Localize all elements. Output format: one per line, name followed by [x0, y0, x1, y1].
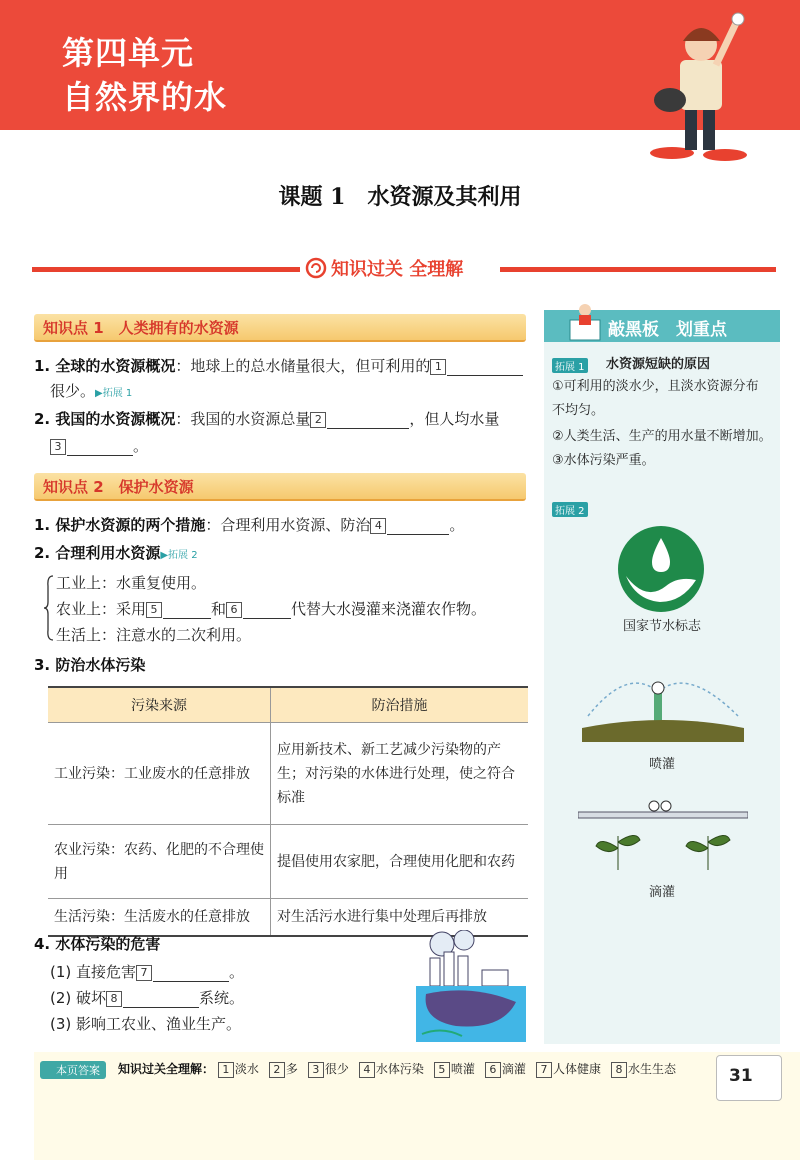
kp2-item1-text: ：合理利用水资源、防治 — [205, 516, 371, 534]
section-rule-right — [500, 267, 776, 272]
ext2-tag: 拓展 2 — [552, 502, 588, 517]
answer-text: 很少 — [324, 1062, 349, 1076]
kp2-item1 — [34, 515, 464, 535]
kp2-item1-label: 1. 保护水资源的两个措施 — [34, 516, 206, 534]
answer-text: 水生生态 — [627, 1062, 676, 1076]
kp1-title: 知识点 1 人类拥有的水资源 — [43, 319, 239, 337]
item4-a-end: 。 — [229, 963, 245, 981]
kp2-item1-end: 。 — [449, 516, 465, 534]
mascot-illustration — [640, 5, 760, 165]
table-cell: 应用新技术、新工艺减少污染物的产生；对污染的水体进行处理，使之符合标准 — [271, 723, 529, 825]
drip-caption: 滴灌 — [648, 885, 675, 900]
kp2-item2 — [34, 543, 198, 566]
section-header — [305, 253, 500, 283]
blank-number-2: 2 — [310, 412, 326, 428]
answer-text: 喷灌 — [450, 1062, 475, 1076]
item4-b-end: 系统。 — [199, 989, 245, 1007]
agri-text-c: 代替大水漫灌来浇灌农作物。 — [291, 600, 487, 618]
kp1-item1-cont — [50, 381, 132, 404]
kp1-item2 — [34, 409, 499, 429]
ext1-line4: ③水体污染严重。 — [552, 453, 655, 468]
kp2-title: 知识点 2 保护水资源 — [43, 478, 194, 496]
sidebar-header — [544, 310, 780, 342]
item4-b — [50, 988, 244, 1008]
water-pollution-illustration — [412, 930, 530, 1044]
kp2-title-bar — [34, 473, 526, 501]
table-header-measures: 防治措施 — [271, 687, 529, 723]
table-cell: 生活污染：生活废水的任意排放 — [48, 899, 271, 937]
page-number-box — [716, 1055, 782, 1101]
answer-text: 水体污染 — [375, 1062, 424, 1076]
ext1-title: 水资源短缺的原因 — [606, 357, 711, 372]
item4-b-text: (2) 破坏 — [50, 989, 107, 1007]
item4-label: 4. 水体污染的危害 — [34, 935, 161, 953]
kp1-title-bar — [34, 314, 526, 342]
answer-label: 知识过关全理解： — [118, 1062, 215, 1076]
pollution-table — [48, 686, 528, 937]
kp1-item1-text: ：地球上的总水储量很大，但可利用的 — [175, 357, 431, 375]
table-cell: 对生活污水进行集中处理后再排放 — [271, 899, 529, 937]
answer-blank-1[interactable] — [447, 360, 523, 376]
agri-text-b: 和 — [211, 600, 227, 618]
table-cell: 提倡使用农家肥，合理使用化肥和农药 — [271, 825, 529, 899]
kp1-item2-label: 2. 我国的水资源概况 — [34, 410, 176, 428]
blank-number-3: 3 — [50, 439, 66, 455]
item4-a-text: (1) 直接危害 — [50, 963, 137, 981]
answer-text: 滴灌 — [501, 1062, 526, 1076]
table-header-row — [48, 687, 528, 723]
kp1-item2-text: ：我国的水资源总量 — [175, 410, 311, 428]
extension-link-1[interactable]: ▶拓展 1 — [95, 388, 133, 399]
spray-caption: 喷灌 — [648, 757, 675, 772]
table-row — [48, 723, 528, 825]
ext1-line2: 不均匀。 — [552, 403, 605, 418]
ext1-tag: 拓展 1 — [552, 358, 588, 373]
answer-item — [359, 1062, 424, 1076]
kp2-item2-label: 2. 合理利用水资源 — [34, 544, 161, 562]
answer-number: 3 — [308, 1062, 324, 1078]
unit-title: 自然界的水 — [62, 78, 228, 116]
ext1-line3: ②人类生活、生产的用水量不断增加。 — [552, 429, 772, 444]
brace-icon — [44, 574, 54, 642]
ext1-line1: ①可利用的淡水少，且淡水资源分布 — [552, 379, 759, 394]
answer-item — [308, 1062, 349, 1076]
answer-text: 淡水 — [234, 1062, 259, 1076]
kp1-item2-end: 。 — [133, 437, 149, 455]
logo-caption: 国家节水标志 — [622, 619, 701, 634]
answer-blank-5[interactable] — [163, 603, 211, 619]
table-header-source: 污染来源 — [48, 687, 271, 723]
answer-blank-8[interactable] — [123, 992, 199, 1008]
table-cell: 农业污染：农药、化肥的不合理使用 — [48, 825, 271, 899]
answer-item — [269, 1062, 298, 1076]
table-cell: 工业污染：工业废水的任意排放 — [48, 723, 271, 825]
answer-number: 2 — [269, 1062, 285, 1078]
unit-number: 第四单元 — [62, 34, 195, 72]
kp2-life: 生活上：注意水的二次利用。 — [56, 626, 252, 644]
answer-blank-4[interactable] — [387, 519, 449, 535]
kp2-industry: 工业上：水重复使用。 — [56, 574, 207, 592]
blank-number-6: 6 — [226, 602, 242, 618]
kp1-item2-cont — [50, 436, 148, 456]
blank-number-5: 5 — [146, 602, 162, 618]
blank-number-4: 4 — [370, 518, 386, 534]
answer-blank-2[interactable] — [327, 413, 409, 429]
page-number: 31 — [729, 1066, 753, 1086]
answer-number: 1 — [218, 1062, 234, 1078]
blank-number-7: 7 — [136, 965, 152, 981]
swirl-icon — [305, 257, 327, 279]
drip-irrigation-illustration — [578, 796, 748, 872]
answer-line — [118, 1060, 686, 1078]
answer-number: 6 — [485, 1062, 501, 1078]
answer-text: 人体健康 — [552, 1062, 601, 1076]
kp1-item1-label: 1. 全球的水资源概况 — [34, 357, 176, 375]
blank-number-1: 1 — [430, 359, 446, 375]
answer-item — [218, 1062, 259, 1076]
section-header-text: 知识过关 全理解 — [331, 259, 464, 280]
answer-number: 4 — [359, 1062, 375, 1078]
answer-item — [485, 1062, 526, 1076]
sidebar-panel — [544, 310, 780, 1044]
answer-item — [611, 1062, 676, 1076]
answer-number: 5 — [434, 1062, 450, 1078]
kp2-item3-label: 3. 防治水体污染 — [34, 656, 146, 674]
water-saving-logo — [616, 524, 706, 614]
sidebar-title: 敲黑板 划重点 — [608, 320, 727, 340]
table-row — [48, 825, 528, 899]
agri-text-a: 农业上：采用 — [56, 600, 147, 618]
section-rule-left — [32, 267, 300, 272]
spray-irrigation-illustration — [578, 672, 748, 744]
extension-link-2[interactable]: ▶拓展 2 — [160, 550, 198, 561]
answer-text: 多 — [285, 1062, 298, 1076]
kp1-item1 — [34, 356, 523, 376]
answer-item — [536, 1062, 601, 1076]
teacher-icon — [566, 302, 604, 342]
answer-blank-3[interactable] — [67, 440, 133, 456]
item4-c: (3) 影响工农业、渔业生产。 — [50, 1015, 242, 1033]
answer-blank-6[interactable] — [243, 603, 291, 619]
lesson-title: 课题 1 水资源及其利用 — [278, 184, 522, 210]
kp1-item1-end: 很少。 — [50, 382, 96, 400]
answer-number: 8 — [611, 1062, 627, 1078]
blank-number-8: 8 — [106, 991, 122, 1007]
kp2-agriculture — [56, 599, 486, 619]
answer-number: 7 — [536, 1062, 552, 1078]
item4-a — [50, 962, 244, 982]
answer-item — [434, 1062, 475, 1076]
kp1-item2-mid: ，但人均水量 — [409, 410, 500, 428]
answer-tag: 本页答案 — [40, 1061, 106, 1079]
answer-blank-7[interactable] — [153, 966, 229, 982]
